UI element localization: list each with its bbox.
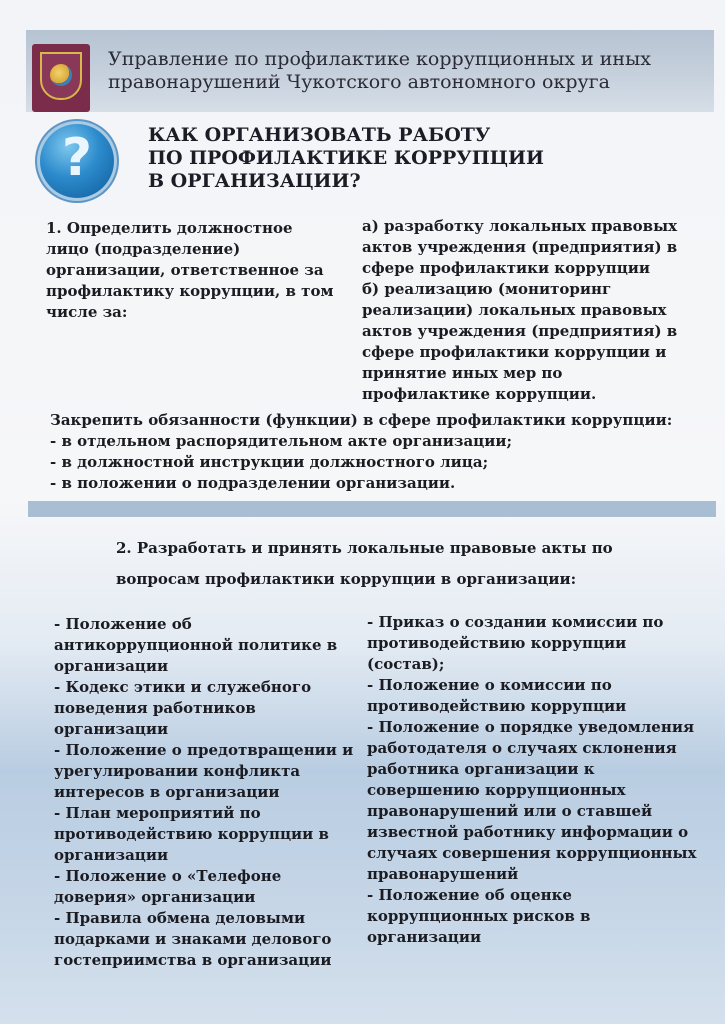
list-item: - Положение об оценке коррупционных рисков в организации [367, 886, 591, 946]
page-title [148, 124, 588, 193]
list-item: - Правила обмена деловыми подарками и знаками делового гостеприимства в организации [54, 909, 332, 969]
list-item: - Положение о «Телефоне доверия» организации [54, 867, 282, 906]
step-2-title: 2. Разработать и принять локальные правовые акты по вопросам профилактики коррупции в организации: [116, 539, 613, 588]
title-line-2: ПО ПРОФИЛАКТИКЕ КОРРУПЦИИ [148, 147, 544, 169]
list-item: - Положение о порядке уведомления работодателя о случаях склонения работника организации к совершению коррупционных правонарушений или о ставшей известной работнику информации о случаях совершения коррупционных правонарушений [367, 718, 697, 883]
shield-icon [40, 52, 82, 100]
step-1-duties [362, 216, 682, 405]
duty-item-b: б) реализацию (мониторинг реализации) локальных правовых актов учреждения (предприятия) в сфере профилактики коррупции и принятие иных мер по профилактике коррупции. [362, 280, 678, 403]
acts-list-left [54, 614, 354, 971]
list-item: - Приказ о создании комиссии по противодействию коррупции (состав); [367, 613, 664, 673]
step-1-text: 1. Определить должностное лицо (подразделение) организации, ответственное за профилактику коррупции, в том числе за: [46, 219, 334, 321]
header-title: Управление по профилактике коррупционных и иных правонарушений Чукотского автономного округа [108, 48, 651, 93]
coat-of-arms-icon [32, 44, 90, 112]
acts-list-right [367, 612, 697, 948]
section-divider [28, 501, 716, 517]
title-line-1: КАК ОРГАНИЗОВАТЬ РАБОТУ [148, 124, 491, 146]
assign-item-3: - в положении о подразделении организации. [50, 474, 456, 492]
assign-item-2: - в должностной инструкции должностного лица; [50, 453, 489, 471]
question-mark: ? [61, 128, 93, 188]
list-item: - План мероприятий по противодействию коррупции в организации [54, 804, 329, 864]
list-item: - Положение об антикоррупционной политике в организации [54, 615, 338, 675]
assign-duties-title: Закрепить обязанности (функции) в сфере профилактики коррупции: [50, 411, 673, 429]
title-line-3: В ОРГАНИЗАЦИИ? [148, 170, 361, 192]
assign-duties-block [50, 410, 690, 494]
assign-item-1: - в отдельном распорядительном акте организации; [50, 432, 513, 450]
list-item: - Положение о предотвращении и урегулировании конфликта интересов в организации [54, 741, 354, 801]
list-item: - Положение о комиссии по противодействию коррупции [367, 676, 627, 715]
question-icon [40, 124, 114, 198]
list-item: - Кодекс этики и служебного поведения работников организации [54, 678, 312, 738]
duty-item-a: а) разработку локальных правовых актов учреждения (предприятия) в сфере профилактики коррупции [362, 217, 678, 277]
sun-disc-icon [50, 64, 72, 86]
